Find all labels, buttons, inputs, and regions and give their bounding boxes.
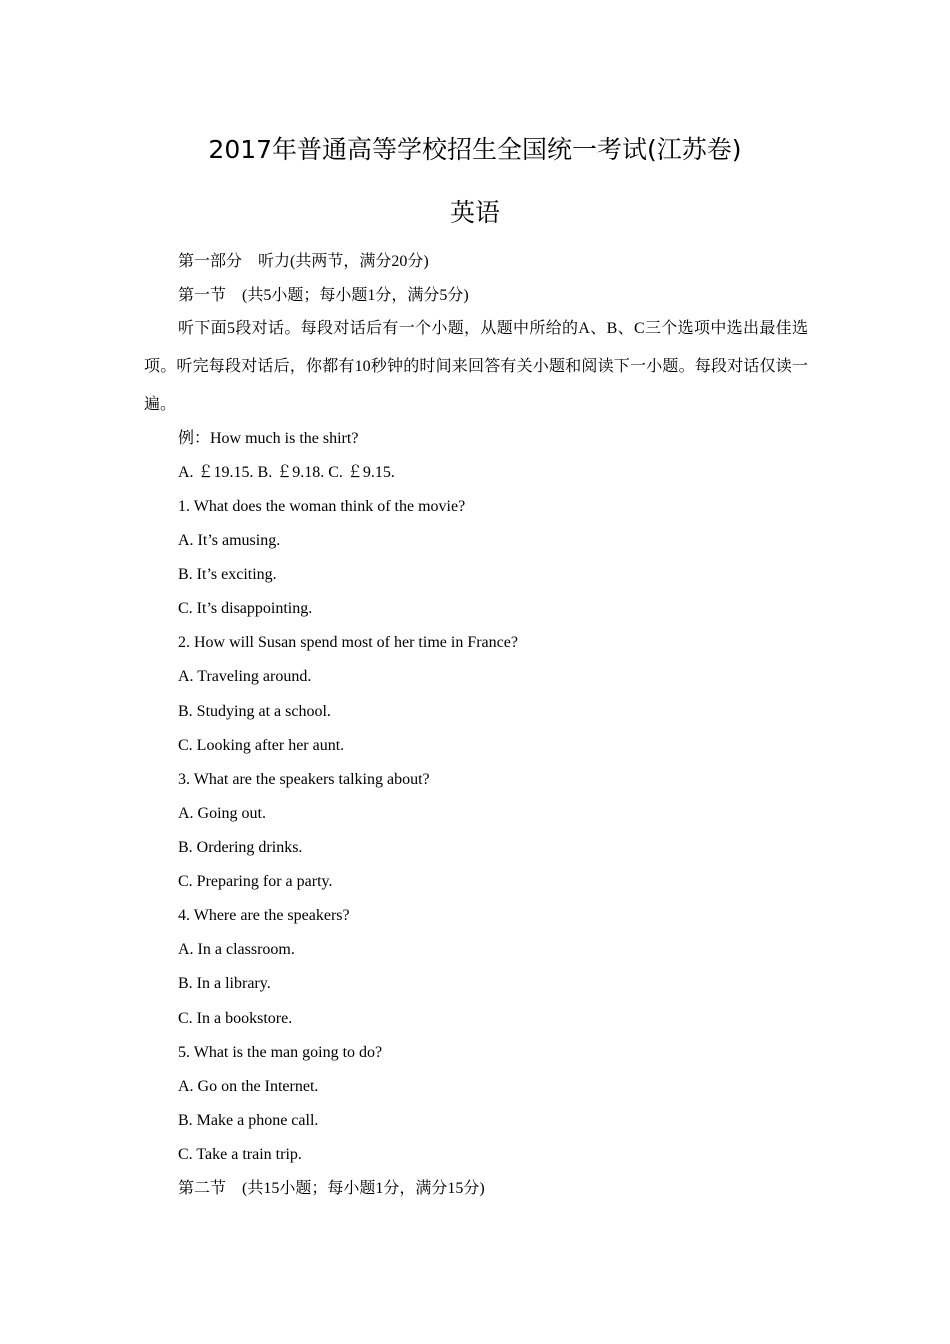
- question-5: 5. What is the man going to do?: [178, 1044, 383, 1061]
- question-4-option-a: A. In a classroom.: [178, 941, 295, 958]
- question-3-option-c: C. Preparing for a party.: [178, 873, 333, 890]
- question-4-option-c: C. In a bookstore.: [178, 1010, 293, 1027]
- section1-description: (共5小题；每小题1分，满分5分): [242, 287, 469, 304]
- section1-label: 第一节: [178, 287, 227, 304]
- question-3: 3. What are the speakers talking about?: [178, 771, 430, 788]
- question-5-option-b: B. Make a phone call.: [178, 1112, 319, 1129]
- question-3-option-b: B. Ordering drinks.: [178, 839, 303, 856]
- section2-label: 第二节: [178, 1180, 227, 1197]
- example-question: 例：How much is the shirt?: [178, 430, 359, 447]
- question-4-option-b: B. In a library.: [178, 975, 271, 992]
- question-1: 1. What does the woman think of the movie?: [178, 498, 466, 515]
- section2-heading: [178, 1179, 485, 1199]
- part1-label: 第一部分: [178, 253, 243, 270]
- exam-subject: 英语: [449, 198, 500, 227]
- listening-instructions: 听下面5段对话。每段对话后有一个小题，从题中所给的A、B、C三个选项中选出最佳选项。听完每段对话后，你都有10秒钟的时间来回答有关小题和阅读下一小题。每段对话仅读一遍。: [144, 320, 808, 413]
- question-1-option-b: B. It’s exciting.: [178, 566, 277, 583]
- question-2-option-c: C. Looking after her aunt.: [178, 737, 345, 754]
- question-3-option-a: A. Going out.: [178, 805, 266, 822]
- section1-heading: [178, 286, 469, 306]
- question-4: 4. Where are the speakers?: [178, 907, 350, 924]
- question-2-option-b: B. Studying at a school.: [178, 703, 331, 720]
- question-2: 2. How will Susan spend most of her time in France?: [178, 634, 518, 651]
- question-1-option-c: C. It’s disappointing.: [178, 600, 313, 617]
- exam-title: 2017年普通高等学校招生全国统一考试(江苏卷): [208, 135, 742, 164]
- question-5-option-a: A. Go on the Internet.: [178, 1078, 319, 1095]
- part1-description: 听力(共两节，满分20分): [258, 253, 429, 270]
- example-options: A. ￡19.15. B. ￡9.18. C. ￡9.15.: [178, 464, 395, 481]
- question-2-option-a: A. Traveling around.: [178, 668, 312, 685]
- question-5-option-c: C. Take a train trip.: [178, 1146, 302, 1163]
- question-1-option-a: A. It’s amusing.: [178, 532, 281, 549]
- section2-description: (共15小题；每小题1分，满分15分): [242, 1180, 485, 1197]
- part1-heading: [178, 252, 429, 272]
